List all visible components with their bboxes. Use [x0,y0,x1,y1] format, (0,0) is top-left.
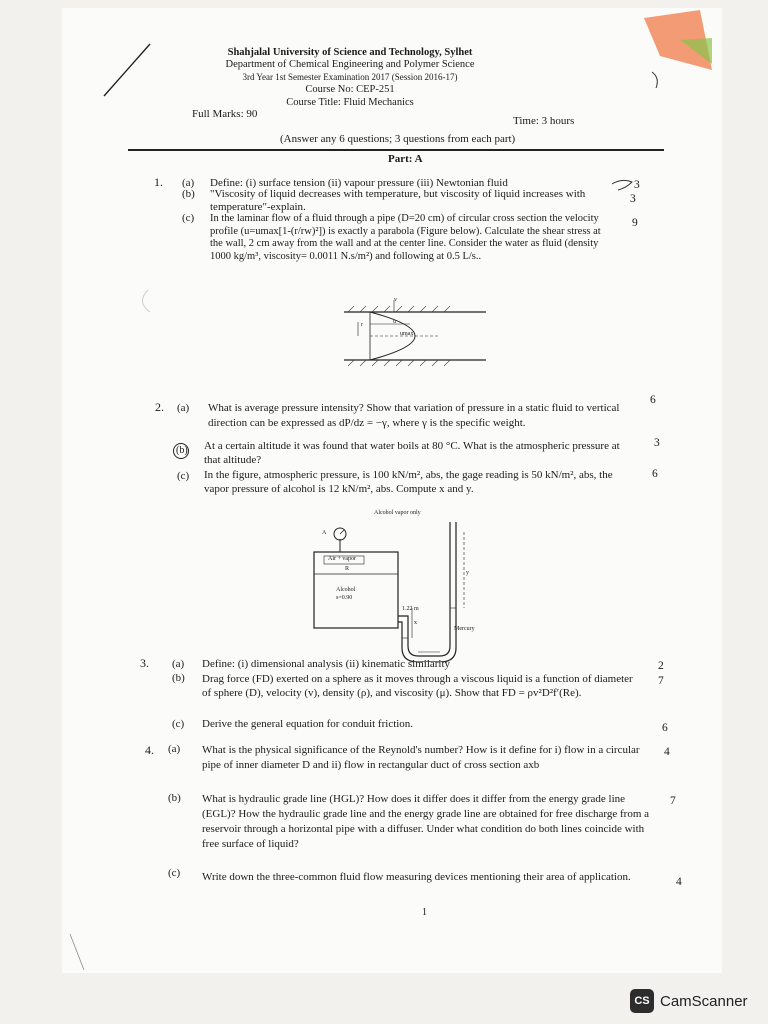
fig1-label-umax: umax [400,331,414,337]
course-no: Course No: CEP-251 [305,84,395,95]
q1c-mark: 9 [632,217,638,229]
q4c-text: Write down the three-common fluid flow measuring devices mentioning their area of application. [202,871,631,883]
q2a-label: (a) [177,402,190,414]
q2b-text: At a certain altitude it was found that water boils at 80 °C. What is the atmospheric pressure at that altitude? [204,440,620,466]
q1a-label: (a) [182,177,195,189]
fig2-label-gauge: A [322,530,327,536]
q4a-mark: 4 [664,746,670,758]
q2-number: 2. [155,400,164,414]
q4-number: 4. [145,743,154,757]
fig1-label-v: v [394,297,397,303]
q4a-label: (a) [168,743,181,755]
q3c-mark: 6 [662,722,668,734]
fig2-label-sg: s=0.90 [336,595,353,601]
fig2-label-y: y [466,570,469,576]
fig2-label-mercury: Mercury [454,626,475,632]
q1b-text: "Viscosity of liquid decreases with temperature, but viscosity of liquid increases with temperature"-explain. [210,188,586,213]
q3a-mark: 2 [658,660,664,672]
fig2-label-alcohol: Alcohol [336,587,356,593]
part-label: Part: A [388,153,423,165]
velocity-profile-figure [340,296,490,376]
q3b-label: (b) [172,672,185,684]
fig2-label-top: Alcohol vapor only [374,510,421,516]
q4b-text: What is hydraulic grade line (HGL)? How does it differ does it differ from the energy grade line (EGL)? How the hydraulic grade line and the energy grade line are obtained for free discharge from a reservoir through a horizontal pipe with a diffuser. Under what condition do both lines coincide with free surface of liquid? [202,793,650,850]
exam-title: 3rd Year 1st Semester Examination 2017 (Session 2016-17) [242,72,458,82]
q2a-text: What is average pressure intensity? Show that variation of pressure in a static fluid to vertical direction can be expressed as dP/dz = −γ, where γ is the specific weight. [208,402,620,429]
q3b-text: Drag force (FD) exerted on a sphere as it moves through a viscous liquid is a function of diameter of sphere (D), velocity (v), density (ρ), and viscosity (μ). Show that FD = ρv²D²f′(Re). [202,673,633,699]
q3a-label: (a) [172,658,185,670]
page-number: 1 [422,907,427,918]
q3c-text: Derive the general equation for conduit friction. [202,718,414,730]
department: Department of Chemical Engineering and Polymer Science [225,59,475,70]
fig2-label-x: x [414,620,417,626]
fig1-label-r: r [361,322,363,328]
fig1-label-u: u [393,319,396,325]
q4b-mark: 7 [670,795,676,807]
q2b-mark: 3 [654,437,660,449]
q4a-text: What is the physical significance of the Reynold's number? How is it define for i) flow in a circular pipe of inner diameter D and ii) flow in rectangular duct of cross section axb [202,744,640,771]
fig2-label-h: 1.22 m [402,606,419,612]
q2c-label: (c) [177,470,190,482]
q1-number: 1. [154,175,163,189]
q1a-mark: 3 [634,179,640,191]
manometer-figure [300,512,490,662]
q3a-text: Define: (i) dimensional analysis (ii) kinematic similarity [202,658,451,670]
q4c-mark: 4 [676,876,682,888]
q4c-label: (c) [168,867,181,879]
q2a-mark: 6 [650,394,656,406]
q1a-text: Define: (i) surface tension (ii) vapour pressure (iii) Newtonian fluid [210,177,508,189]
instructions: (Answer any 6 questions; 3 questions from each part) [280,133,516,145]
q3b-mark: 7 [658,675,664,687]
fig2-label-r: R [345,566,350,572]
q2c-text: In the figure, atmospheric pressure, is 100 kN/m², abs, the gage reading is 50 kN/m², abs, the vapor pressure of alcohol is 12 kN/m², abs. Compute x and y. [204,469,613,495]
course-title: Course Title: Fluid Mechanics [286,97,414,108]
q2b-label: (b) [176,445,188,456]
q1b-label: (b) [182,188,195,200]
university-name: Shahjalal University of Science and Technology, Sylhet [227,47,473,58]
camscanner-logo-icon: CS [630,989,654,1013]
q1c-text: In the laminar flow of a fluid through a pipe (D=20 cm) of circular cross section the velocity profile (u=umax[1-(r/rw)²]) is exactly a parabola (Figure below). Calculate the shear stress at the wall, 2 cm away from the wall and at the center line. Consider the water as fluid (density 1000 kg/m³, viscosity= 0.0011 N.s/m²) and following at 0.5 L/s.. [210,213,601,262]
q1c-label: (c) [182,212,195,224]
q3-number: 3. [140,656,149,670]
camscanner-watermark [630,989,748,1013]
camscanner-text: CamScanner [660,992,748,1010]
q2c-mark: 6 [652,468,658,480]
fig2-label-air: Air + vapor [328,556,357,562]
q3c-label: (c) [172,718,185,730]
full-marks: Full Marks: 90 [192,108,258,120]
q1b-mark: 3 [630,193,636,205]
header-divider [128,149,664,151]
time-allowed: Time: 3 hours [513,115,575,127]
q4b-label: (b) [168,792,181,804]
